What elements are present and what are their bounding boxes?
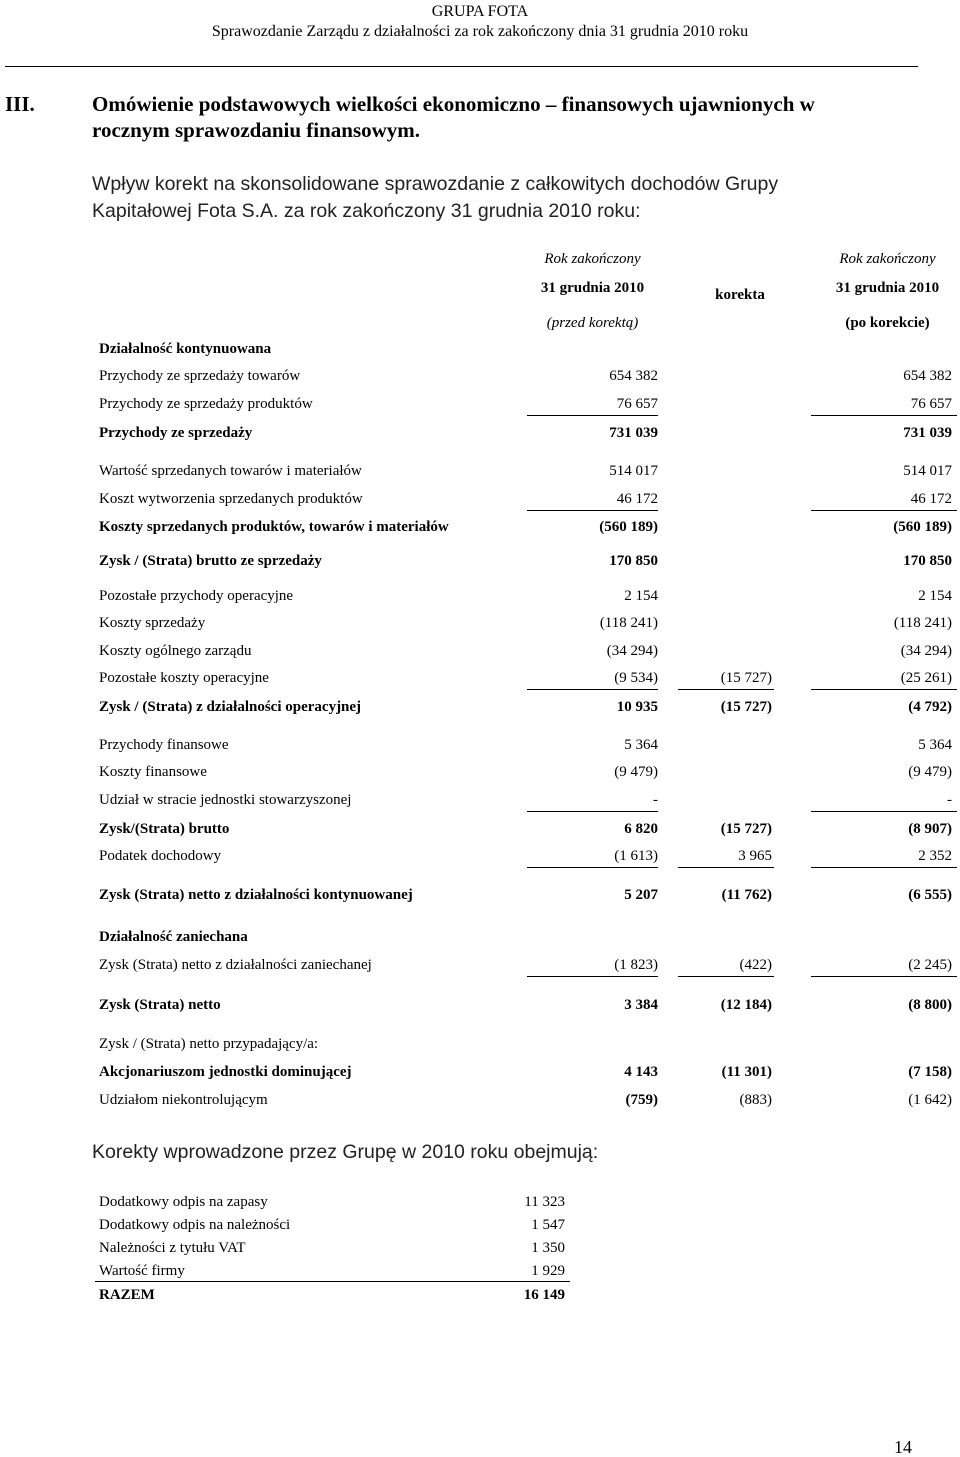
- underline: [527, 415, 658, 416]
- cell-after: 514 017: [903, 463, 952, 479]
- cell-before: (1 613): [614, 848, 658, 864]
- cell-after: 5 364: [918, 737, 952, 753]
- intro-line2: Kapitałowej Fota S.A. za rok zakończony 31 grudnia 2010 roku:: [92, 200, 641, 222]
- cell-after: 76 657: [910, 396, 952, 412]
- row-label: Pozostałe przychody operacyjne: [99, 588, 294, 604]
- cell-before: 5 207: [624, 887, 658, 903]
- header-divider: [5, 66, 918, 67]
- running-header-company: GRUPA FOTA: [431, 3, 529, 20]
- cell-correction: 3 965: [738, 848, 772, 864]
- cell-after: (8 800): [908, 997, 952, 1013]
- cell-before: 76 657: [616, 396, 658, 412]
- corrections-item-label: Należności z tytułu VAT: [99, 1240, 246, 1256]
- corrections-item-value: 11 323: [524, 1194, 565, 1210]
- corrections-item-value: 1 929: [531, 1263, 565, 1279]
- cell-before: 170 850: [609, 553, 658, 569]
- underline: [678, 689, 774, 690]
- cell-before: 654 382: [609, 368, 658, 384]
- col-before-line2: 31 grudnia 2010: [540, 280, 645, 296]
- page-number: 14: [894, 1437, 912, 1457]
- cell-before: (560 189): [599, 519, 658, 535]
- attributable-label: Zysk / (Strata) netto przypadający/a:: [99, 1036, 319, 1052]
- row-label: Zysk / (Strata) brutto ze sprzedaży: [99, 553, 322, 569]
- corrections-item-value: 1 350: [531, 1240, 565, 1256]
- cell-before: 2 154: [624, 588, 658, 604]
- cell-before: (9 534): [614, 670, 658, 686]
- col-after-line2: 31 grudnia 2010: [835, 280, 940, 296]
- row-label: Podatek dochodowy: [99, 848, 222, 864]
- row-label: Wartość sprzedanych towarów i materiałów: [99, 463, 362, 479]
- row-label: Koszty ogólnego zarządu: [99, 643, 252, 659]
- cell-after: (560 189): [893, 519, 952, 535]
- underline: [527, 867, 658, 868]
- cell-after: (1 642): [908, 1092, 952, 1108]
- cell-after: (2 245): [908, 957, 952, 973]
- cell-after: 170 850: [903, 553, 952, 569]
- row-label: Koszt wytworzenia sprzedanych produktów: [99, 491, 363, 507]
- cell-before: 3 384: [624, 997, 658, 1013]
- cell-before: 10 935: [616, 699, 658, 715]
- row-label: Przychody ze sprzedaży towarów: [99, 368, 301, 384]
- cell-correction: (11 301): [721, 1064, 772, 1080]
- col-before-line3: (przed korektą): [546, 315, 639, 331]
- corrections-total-value: 16 149: [523, 1287, 565, 1303]
- cell-before: (9 479): [614, 764, 658, 780]
- corrections-title: Korekty wprowadzone przez Grupę w 2010 roku obejmują:: [92, 1141, 599, 1163]
- row-label: Zysk/(Strata) brutto: [99, 821, 230, 837]
- cell-correction: (883): [739, 1092, 772, 1108]
- section-title-line1: Omówienie podstawowych wielkości ekonomiczno – finansowych ujawnionych w: [92, 92, 815, 116]
- underline: [527, 510, 658, 511]
- corrections-total-rule: [95, 1281, 570, 1282]
- corrections-item-value: 1 547: [531, 1217, 565, 1233]
- row-label: Zysk (Strata) netto z działalności kontynuowanej: [99, 887, 413, 903]
- cell-before: (118 241): [599, 615, 658, 631]
- col-after-line1: Rok zakończony: [839, 251, 936, 267]
- corrections-item-label: Dodatkowy odpis na należności: [99, 1217, 291, 1233]
- underline: [811, 415, 957, 416]
- cell-correction: (15 727): [720, 699, 772, 715]
- underline: [527, 976, 658, 977]
- cell-correction: (422): [739, 957, 772, 973]
- row-label: Zysk (Strata) netto: [99, 997, 221, 1013]
- cell-after: (34 294): [900, 643, 952, 659]
- cell-after: (9 479): [908, 764, 952, 780]
- cell-correction: (15 727): [720, 670, 772, 686]
- col-after-line3: (po korekcie): [845, 315, 930, 331]
- corrections-item-label: Wartość firmy: [99, 1263, 185, 1279]
- cell-before: 6 820: [624, 821, 658, 837]
- underline: [678, 867, 774, 868]
- running-header-report: Sprawozdanie Zarządu z działalności za rok zakończony dnia 31 grudnia 2010 roku: [211, 23, 749, 40]
- row-label: Akcjonariuszom jednostki dominującej: [99, 1064, 352, 1080]
- cell-after: 46 172: [910, 491, 952, 507]
- col-correction: korekta: [715, 287, 765, 303]
- corrections-item-label: Dodatkowy odpis na zapasy: [99, 1194, 268, 1210]
- row-label: Zysk (Strata) netto z działalności zaniechanej: [99, 957, 372, 973]
- col-before-line1: Rok zakończony: [544, 251, 641, 267]
- underline: [527, 811, 658, 812]
- underline: [811, 811, 957, 812]
- underline: [811, 510, 957, 511]
- cell-after: 731 039: [903, 425, 952, 441]
- cell-after: (25 261): [900, 670, 952, 686]
- row-label: Koszty sprzedaży: [99, 615, 206, 631]
- cell-before: 731 039: [609, 425, 658, 441]
- cell-before: 46 172: [616, 491, 658, 507]
- row-label: Przychody ze sprzedaży produktów: [99, 396, 313, 412]
- underline: [678, 976, 774, 977]
- row-label: Udział w stracie jednostki stowarzyszonej: [99, 792, 352, 808]
- cell-after: 2 352: [918, 848, 952, 864]
- row-label: Przychody ze sprzedaży: [99, 425, 253, 441]
- underline: [811, 867, 957, 868]
- cell-correction: (12 184): [720, 997, 772, 1013]
- cell-after: -: [947, 792, 952, 808]
- row-label: Koszty sprzedanych produktów, towarów i materiałów: [99, 519, 449, 535]
- cell-after: 654 382: [903, 368, 952, 384]
- cell-before: 5 364: [624, 737, 658, 753]
- cell-after: (118 241): [893, 615, 952, 631]
- cell-after: (6 555): [908, 887, 952, 903]
- section-title-line2: rocznym sprawozdaniu finansowym.: [92, 118, 421, 142]
- corrections-total-label: RAZEM: [99, 1287, 155, 1303]
- underline: [811, 689, 957, 690]
- section-number: III.: [5, 92, 35, 116]
- row-label: Pozostałe koszty operacyjne: [99, 670, 269, 686]
- underline: [811, 976, 957, 977]
- cell-before: -: [653, 792, 658, 808]
- cell-after: (7 158): [908, 1064, 952, 1080]
- intro-line1: Wpływ korekt na skonsolidowane sprawozdanie z całkowitych dochodów Grupy: [92, 173, 779, 195]
- cell-before: 514 017: [609, 463, 658, 479]
- section-continuing: Działalność kontynuowana: [99, 341, 272, 357]
- row-label: Koszty finansowe: [99, 764, 207, 780]
- row-label: Udziałom niekontrolującym: [99, 1092, 268, 1108]
- cell-correction: (11 762): [721, 887, 772, 903]
- cell-before: (1 823): [614, 957, 658, 973]
- cell-after: (8 907): [908, 821, 952, 837]
- cell-after: 2 154: [918, 588, 952, 604]
- underline: [527, 689, 658, 690]
- row-label: Zysk / (Strata) z działalności operacyjnej: [99, 699, 362, 715]
- cell-before: (759): [625, 1092, 658, 1108]
- cell-before: (34 294): [606, 643, 658, 659]
- section-discontinued: Działalność zaniechana: [99, 929, 248, 945]
- row-label: Przychody finansowe: [99, 737, 229, 753]
- cell-before: 4 143: [624, 1064, 658, 1080]
- cell-correction: (15 727): [720, 821, 772, 837]
- cell-after: (4 792): [908, 699, 952, 715]
